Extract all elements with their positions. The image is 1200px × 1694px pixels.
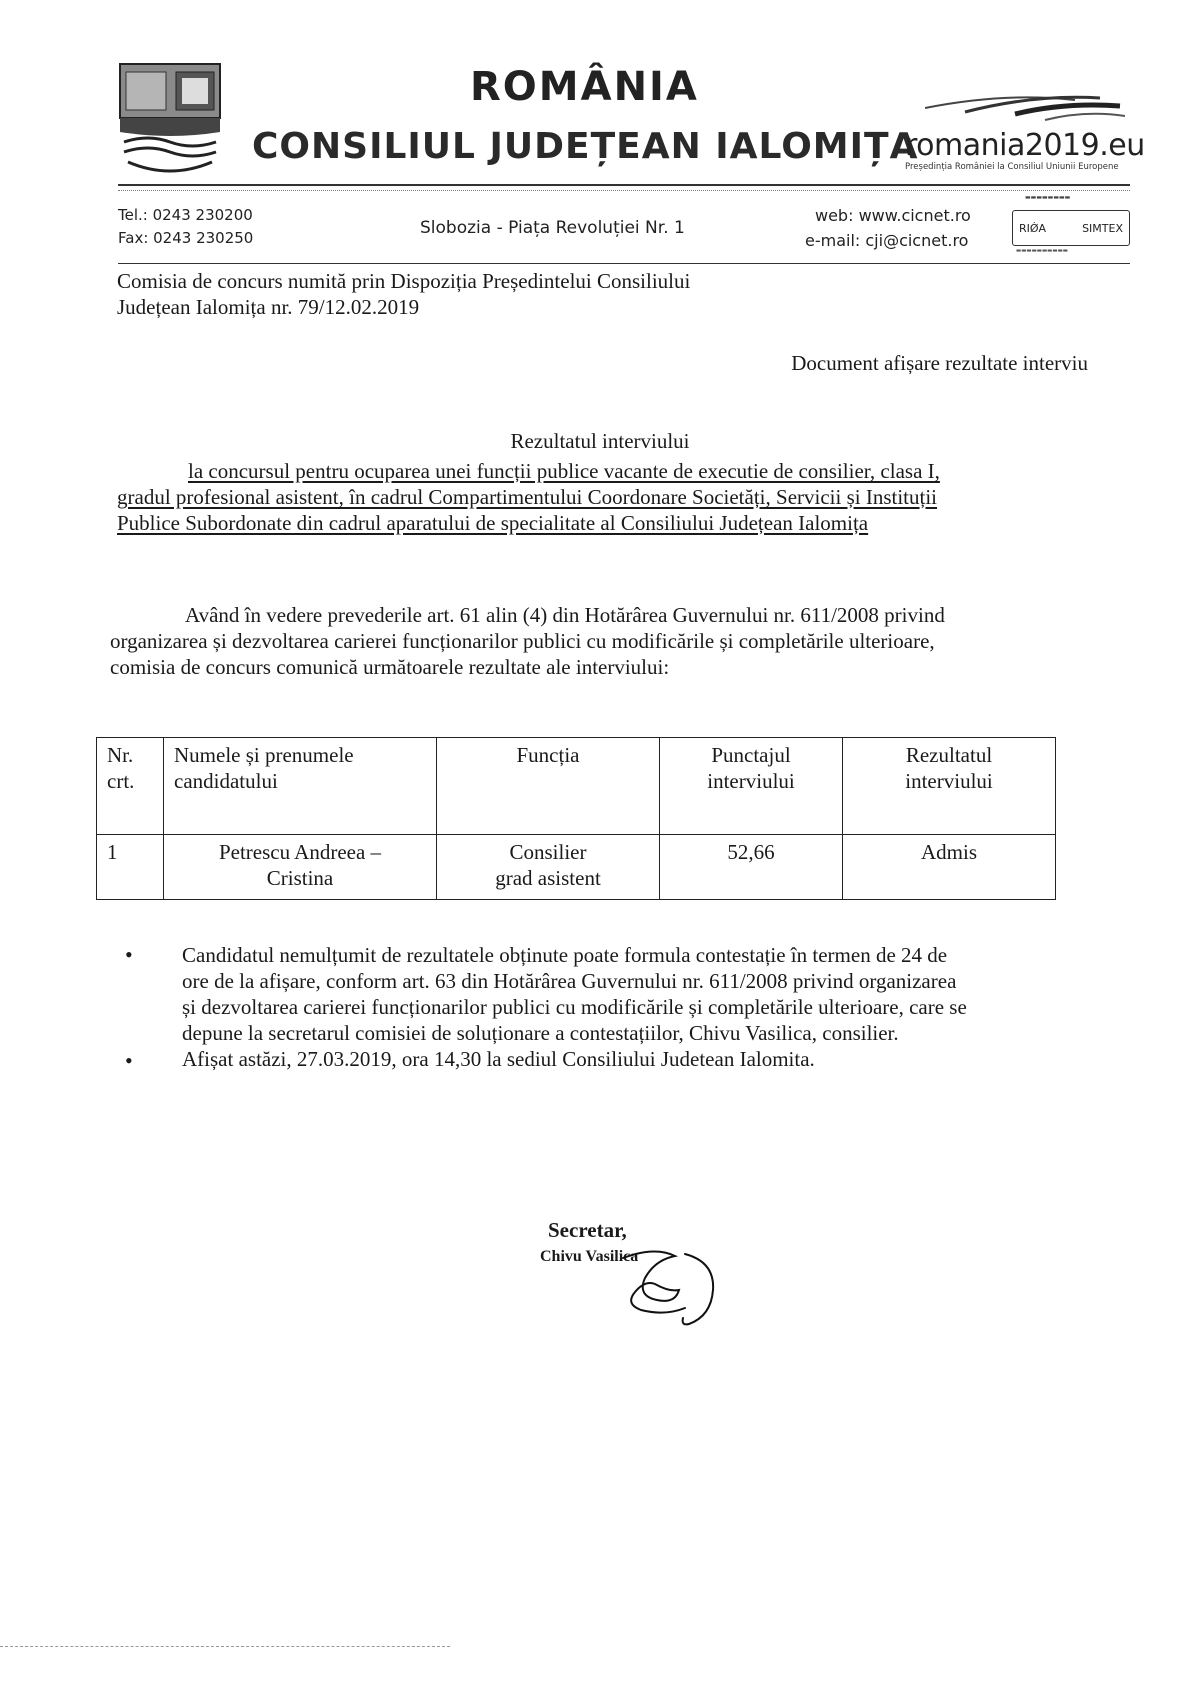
secretary-name: Chivu Vasilica <box>540 1248 639 1265</box>
results-table <box>96 737 1056 900</box>
handwritten-signature <box>615 1240 725 1330</box>
subject-line: la concursul pentru ocuparea unei funcții publice vacante de executie de consilier, clasa I, <box>188 459 940 483</box>
header-function <box>437 738 660 835</box>
header-text: crt. <box>107 769 135 793</box>
phone-number: Tel.: 0243 230200 <box>118 206 253 224</box>
commission-line: Comisia de concurs numită prin Dispoziția Președintelui Consiliului <box>117 269 691 293</box>
header-text: Nr. <box>107 743 134 767</box>
header-text: Numele și prenumele <box>174 743 354 767</box>
subject-line: gradul profesional asistent, în cadrul Compartimentului Coordonare Societăți, Servicii și Instituții <box>117 485 938 509</box>
header-rule-dotted <box>118 190 1130 191</box>
subject-line: Publice Subordonate din cadrul aparatului de specialitate al Consiliului Județean Ialomița <box>117 511 869 535</box>
presidency-site: romania2019.eu <box>905 128 1145 163</box>
header-text: interviului <box>707 769 795 793</box>
cell-result: Admis <box>843 835 1056 900</box>
header-text: candidatului <box>174 769 278 793</box>
bullet-line: ore de la afișare, conform art. 63 din Hotărârea Guvernului nr. 611/2008 privind organizarea <box>182 969 957 993</box>
header-text: Funcția <box>516 743 580 767</box>
commission-reference <box>117 268 690 320</box>
results-heading: Rezultatul interviului <box>510 429 690 453</box>
cell-text: Consilier <box>509 840 587 864</box>
header-text: Rezultatul <box>905 743 993 767</box>
address: Slobozia - Piața Revoluției Nr. 1 <box>420 218 685 238</box>
cell-text: Petrescu Andreea – <box>218 840 382 864</box>
cert-right-label: SIMTEX <box>1082 221 1123 235</box>
bullet-line: depune la secretarul comisiei de soluționare a contestațiilor, Chivu Vasilica, consilier. <box>182 1021 899 1045</box>
header-score <box>660 738 843 835</box>
document-type: Document afișare rezultate interviu <box>791 351 1088 375</box>
country-heading: ROMÂNIA <box>470 64 699 110</box>
cert-left-label: RIǾA <box>1019 221 1047 235</box>
header-nr <box>97 738 164 835</box>
header-name <box>164 738 437 835</box>
cell-nr: 1 <box>97 835 164 900</box>
intro-line: comisia de concurs comunică următoarele rezultate ale interviului: <box>110 655 670 679</box>
cert-top-caption: ▬▬▬▬▬▬▬▬ <box>1025 194 1071 201</box>
secretary-title: Secretar, <box>548 1218 627 1242</box>
certification-badge <box>1012 210 1130 246</box>
header-text: interviului <box>905 769 993 793</box>
presidency-caption: Președinția României la Consiliul Uniunii Europene <box>905 162 1119 172</box>
website: web: www.cicnet.ro <box>815 206 971 225</box>
bullet-icon: • <box>125 942 133 967</box>
table-header-row <box>97 738 1056 835</box>
email: e-mail: cji@cicnet.ro <box>805 231 969 250</box>
cell-function <box>437 835 660 900</box>
eu-presidency-swoosh-logo <box>925 86 1125 126</box>
scan-edge-mark <box>0 1646 450 1647</box>
commission-line: Județean Ialomița nr. 79/12.02.2019 <box>117 295 420 319</box>
intro-line: organizarea și dezvoltarea carierei funcționarilor publici cu modificările și completările ulterioare, <box>110 629 935 653</box>
bullet-line: și dezvoltarea carierei funcționarilor publici cu modificările și completările ulterioare, care se <box>182 995 967 1019</box>
council-heading: CONSILIUL JUDEȚEAN IALOMIȚA <box>252 126 919 167</box>
header-result <box>843 738 1056 835</box>
fax-number: Fax: 0243 230250 <box>118 229 254 247</box>
cert-bottom-caption: ▬▬▬▬▬▬▬▬▬▬ <box>1016 248 1068 254</box>
cell-candidate-name <box>164 835 437 900</box>
contact-rule <box>118 263 1130 264</box>
intro-line: Având în vedere prevederile art. 61 alin (4) din Hotărârea Guvernului nr. 611/2008 privind <box>185 603 945 627</box>
table-row <box>97 835 1056 900</box>
cell-text: Cristina <box>266 866 334 890</box>
county-coat-of-arms <box>118 62 222 178</box>
header-text: Punctajul <box>711 743 791 767</box>
bullet-icon: • <box>125 1048 133 1073</box>
bullet-line: Candidatul nemulțumit de rezultatele obținute poate formula contestație în termen de 24 de <box>182 943 948 967</box>
header-rule <box>118 184 1130 186</box>
posting-notice: Afișat astăzi, 27.03.2019, ora 14,30 la sediul Consiliului Judetean Ialomita. <box>182 1047 815 1071</box>
cell-text: grad asistent <box>495 866 601 890</box>
cell-score: 52,66 <box>660 835 843 900</box>
